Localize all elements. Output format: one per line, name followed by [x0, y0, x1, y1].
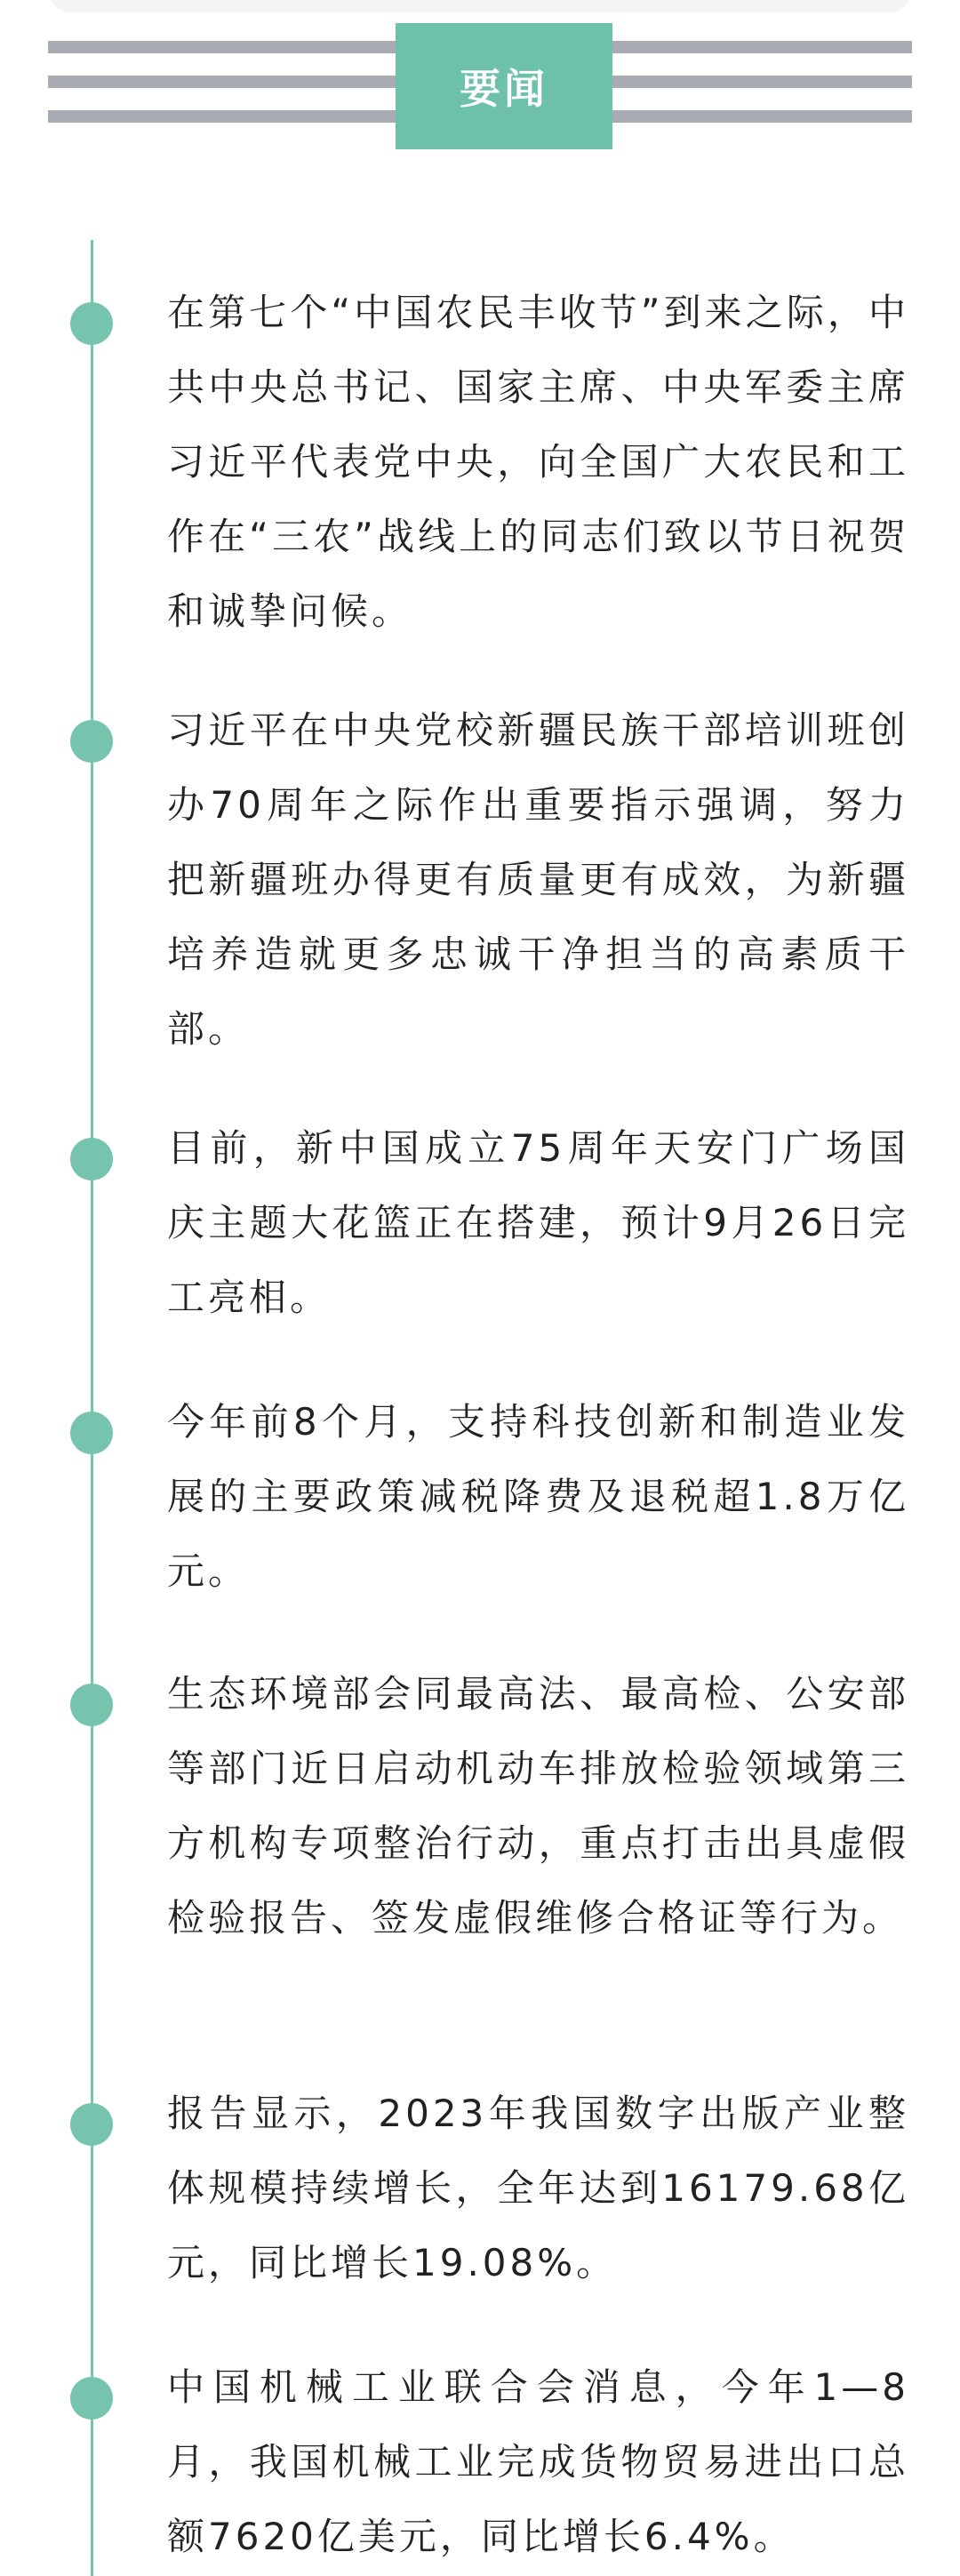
timeline-dot-icon	[70, 2103, 113, 2146]
news-text: 报告显示，2023年我国数字出版产业整体规模持续增长，全年达到16179.68亿元，同比增长19.08%。	[167, 2092, 909, 2284]
timeline-dot-icon	[70, 302, 113, 345]
timeline-line	[91, 240, 93, 2576]
timeline-dot-icon	[70, 2377, 113, 2420]
timeline-dot-icon	[70, 1412, 113, 1454]
previous-card-edge	[48, 0, 912, 12]
news-text: 中国机械工业联合会消息，今年1—8月，我国机械工业完成货物贸易进出口总额7620亿美元，同比增长6.4%。	[167, 2365, 909, 2558]
news-text: 在第七个“中国农民丰收节”到来之际，中共中央总书记、国家主席、中央军委主席习近平代表党中央，向全国广大农民和工作在“三农”战线上的同志们致以节日祝贺和诚挚问候。	[167, 291, 909, 633]
news-text: 习近平在中央党校新疆民族干部培训班创办70周年之际作出重要指示强调，努力把新疆班办得更有质量更有成效，为新疆培养造就更多忠诚干净担当的高素质干部。	[167, 708, 909, 1051]
timeline-dot-icon	[70, 1138, 113, 1180]
section-header	[48, 41, 912, 123]
news-text: 目前，新中国成立75周年天安门广场国庆主题大花篮正在搭建，预计9月26日完工亮相。	[167, 1126, 909, 1319]
timeline-dot-icon	[70, 1684, 113, 1726]
news-text: 今年前8个月，支持科技创新和制造业发展的主要政策减税降费及退税超1.8万亿元。	[167, 1400, 909, 1593]
timeline-dot-icon	[70, 720, 113, 763]
section-title: 要闻	[396, 23, 612, 149]
news-text: 生态环境部会同最高法、最高检、公安部等部门近日启动机动车排放检验领域第三方机构专项整治行动，重点打击出具虚假检验报告、签发虚假维修合格证等行为。	[167, 1672, 909, 1940]
